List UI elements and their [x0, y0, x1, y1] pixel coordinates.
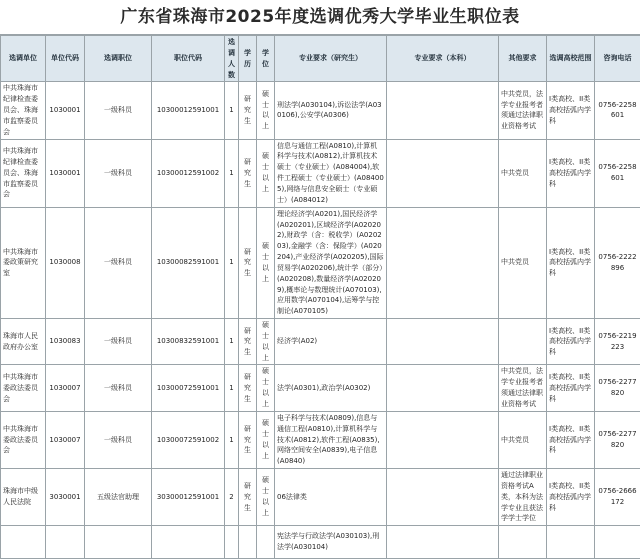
header-phone: 咨询电话	[595, 36, 640, 82]
cell-position: 五级法官助理	[85, 469, 152, 526]
cell-phone: 0756-2666172	[595, 469, 640, 526]
cell-position: 一级科员	[85, 319, 152, 365]
cell-major-grad: 06法律类	[275, 469, 387, 526]
cell-scope: I类高校、II类高校括弧内学科	[547, 365, 595, 411]
cell-degree: 硕士以上	[257, 82, 275, 139]
table-row	[1, 411, 640, 468]
cell-position-code: 10300012591002	[152, 139, 225, 207]
header-count: 选调人数	[225, 36, 239, 82]
header-unit: 选调单位	[1, 36, 46, 82]
cell-education: 研究生	[239, 365, 257, 411]
cell-position-code: 10300082591001	[152, 207, 225, 318]
cell-education	[239, 526, 257, 559]
cell-education: 研究生	[239, 207, 257, 318]
cell-scope: I类高校、II类高校括弧内学科	[547, 139, 595, 207]
cell-degree: 硕士以上	[257, 365, 275, 411]
cell-scope: I类高校、II类高校括弧内学科	[547, 82, 595, 139]
cell-unit-code	[46, 526, 85, 559]
cell-education: 研究生	[239, 411, 257, 468]
cell-unit-code: 1030008	[46, 207, 85, 318]
cell-major-grad: 电子科学与技术(A0809),信息与通信工程(A0810),计算机科学与技术(A0812),软件工程(A0835),网络空间安全(A0839),电子信息(A0840)	[275, 411, 387, 468]
cell-position-code: 10300072591002	[152, 411, 225, 468]
cell-unit-code: 3030001	[46, 469, 85, 526]
cell-position: 一级科员	[85, 82, 152, 139]
header-unit-code: 单位代码	[46, 36, 85, 82]
cell-degree: 硕士以上	[257, 411, 275, 468]
cell-education: 研究生	[239, 139, 257, 207]
table-row	[1, 469, 640, 526]
cell-unit: 珠海市中级人民法院	[1, 469, 46, 526]
cell-education: 研究生	[239, 469, 257, 526]
header-position-code: 职位代码	[152, 36, 225, 82]
cell-position: 一级科员	[85, 411, 152, 468]
table-row	[1, 319, 640, 365]
header-position: 选调职位	[85, 36, 152, 82]
cell-unit: 中共珠海市委政法委员会	[1, 365, 46, 411]
cell-major-grad: 信息与通信工程(A0810),计算机科学与技术(A0812),计算机技术硕士（专业硕士）(A084004),软件工程硕士（专业硕士）(A084005),网络与信息安全硕士（专业硕士）(A084012)	[275, 139, 387, 207]
header-major-grad: 专业要求（研究生）	[275, 36, 387, 82]
cell-other: 中共党员，法学专业报考者须通过法律职业资格考试	[499, 365, 547, 411]
cell-major-ug	[387, 319, 499, 365]
cell-other: 中共党员	[499, 411, 547, 468]
cell-other	[499, 319, 547, 365]
cell-position-code: 10300832591001	[152, 319, 225, 365]
cell-unit-code: 1030001	[46, 139, 85, 207]
cell-education: 研究生	[239, 319, 257, 365]
cell-education: 研究生	[239, 82, 257, 139]
cell-major-grad: 宪法学与行政法学(A030103),刑法学(A030104)	[275, 526, 387, 559]
cell-count: 1	[225, 82, 239, 139]
cell-unit-code: 1030001	[46, 82, 85, 139]
table-row	[1, 82, 640, 139]
cell-count: 1	[225, 365, 239, 411]
header-scope: 选调高校范围	[547, 36, 595, 82]
cell-unit: 中共珠海市委政法委员会	[1, 411, 46, 468]
cell-major-ug	[387, 365, 499, 411]
cell-position: 一级科员	[85, 139, 152, 207]
header-other: 其他要求	[499, 36, 547, 82]
cell-major-ug	[387, 411, 499, 468]
cell-count: 1	[225, 139, 239, 207]
table-row	[1, 526, 640, 559]
cell-major-ug	[387, 139, 499, 207]
positions-table	[0, 35, 640, 559]
cell-major-ug	[387, 526, 499, 559]
cell-other: 中共党员	[499, 207, 547, 318]
cell-unit-code: 1030083	[46, 319, 85, 365]
cell-count: 1	[225, 319, 239, 365]
cell-phone: 0756-2258601	[595, 139, 640, 207]
table-row	[1, 139, 640, 207]
cell-major-ug	[387, 207, 499, 318]
cell-other: 中共党员	[499, 139, 547, 207]
cell-position	[85, 526, 152, 559]
cell-unit-code: 1030007	[46, 365, 85, 411]
cell-scope: I类高校、II类高校括弧内学科	[547, 469, 595, 526]
cell-scope: I类高校、II类高校括弧内学科	[547, 207, 595, 318]
header-education: 学历	[239, 36, 257, 82]
cell-degree: 硕士以上	[257, 319, 275, 365]
header-row	[1, 36, 640, 82]
header-major-ug: 专业要求（本科）	[387, 36, 499, 82]
cell-position-code: 10300012591001	[152, 82, 225, 139]
cell-phone: 0756-2277820	[595, 365, 640, 411]
cell-major-ug	[387, 82, 499, 139]
cell-major-ug	[387, 469, 499, 526]
cell-unit: 中共珠海市纪律检查委员会、珠海市监察委员会	[1, 82, 46, 139]
cell-scope	[547, 526, 595, 559]
cell-count: 2	[225, 469, 239, 526]
cell-other	[499, 526, 547, 559]
cell-position-code	[152, 526, 225, 559]
cell-phone: 0756-2219223	[595, 319, 640, 365]
cell-other: 中共党员，法学专业报考者须通过法律职业资格考试	[499, 82, 547, 139]
cell-major-grad: 法学(A0301),政治学(A0302)	[275, 365, 387, 411]
cell-unit: 珠海市人民政府办公室	[1, 319, 46, 365]
cell-other: 通过法律职业资格考试A类，本科为法学专业且获法学学士学位	[499, 469, 547, 526]
cell-degree: 硕士以上	[257, 469, 275, 526]
cell-degree	[257, 526, 275, 559]
cell-position-code: 10300072591001	[152, 365, 225, 411]
cell-count: 1	[225, 411, 239, 468]
cell-phone: 0756-2222896	[595, 207, 640, 318]
cell-position: 一级科员	[85, 365, 152, 411]
cell-degree: 硕士以上	[257, 139, 275, 207]
cell-unit: 中共珠海市纪律检查委员会、珠海市监察委员会	[1, 139, 46, 207]
page-title: 广东省珠海市2025年度选调优秀大学毕业生职位表	[0, 0, 640, 35]
cell-major-grad: 刑法学(A030104),诉讼法学(A030106),公安学(A0306)	[275, 82, 387, 139]
cell-position-code: 30300012591001	[152, 469, 225, 526]
cell-phone	[595, 526, 640, 559]
cell-unit: 中共珠海市委政策研究室	[1, 207, 46, 318]
cell-phone: 0756-2258601	[595, 82, 640, 139]
cell-count: 1	[225, 207, 239, 318]
cell-major-grad: 理论经济学(A0201),国民经济学(A020201),区域经济学(A020202),财政学（含：税收学）(A020203),金融学（含：保险学）(A020204),产业经济学(A020205),国际贸易学(A020206),统计学（部分）(A020208),数量经济学(A020209),概率论与数理统计(A070103),应用数学(A070104),运筹学与控制论(A070105)	[275, 207, 387, 318]
cell-unit	[1, 526, 46, 559]
cell-phone: 0756-2277820	[595, 411, 640, 468]
cell-count	[225, 526, 239, 559]
cell-major-grad: 经济学(A02)	[275, 319, 387, 365]
cell-scope: I类高校、II类高校括弧内学科	[547, 319, 595, 365]
header-degree: 学位	[257, 36, 275, 82]
table-row	[1, 207, 640, 318]
cell-position: 一级科员	[85, 207, 152, 318]
table-row	[1, 365, 640, 411]
cell-unit-code: 1030007	[46, 411, 85, 468]
cell-scope: I类高校、II类高校括弧内学科	[547, 411, 595, 468]
cell-degree: 硕士以上	[257, 207, 275, 318]
